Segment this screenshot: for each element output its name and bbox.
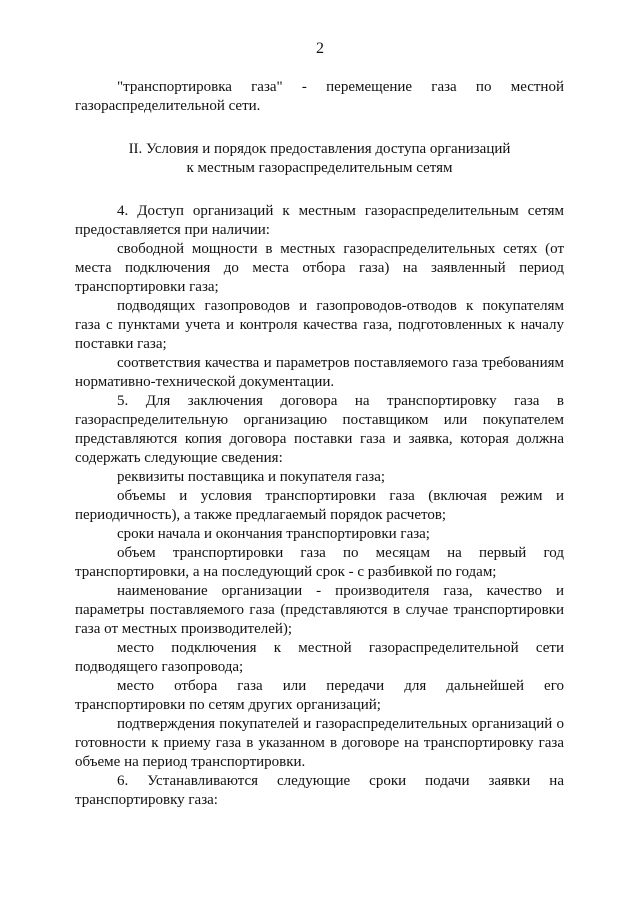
section-heading-line-1: II. Условия и порядок предоставления доступа организаций — [128, 141, 511, 157]
paragraph-item: сроки начала и окончания транспортировки газа; — [117, 526, 430, 542]
section-heading — [75, 140, 564, 178]
document-body — [75, 78, 564, 810]
paragraph-6: 6. Устанавливаются следующие сроки подачи заявки на транспортировку газа: — [75, 773, 564, 808]
paragraph-item: реквизиты поставщика и покупателя газа; — [117, 469, 386, 485]
paragraph-item: объем транспортировки газа по месяцам на первый год транспортировки, а на последующий срок - с разбивкой по годам; — [75, 545, 564, 580]
paragraph-item: объемы и условия транспортировки газа (включая режим и периодичность), а также предлагаемый порядок расчетов; — [75, 488, 564, 523]
paragraph-item: место отбора газа или передачи для дальнейшей его транспортировки по сетям других организаций; — [75, 678, 564, 713]
paragraph-4: 4. Доступ организаций к местным газораспределительным сетям предоставляется при наличии: — [75, 203, 564, 238]
paragraph-item: место подключения к местной газораспределительной сети подводящего газопровода; — [75, 640, 564, 675]
paragraph-item: наименование организации - производителя газа, качество и параметры поставляемого газа (представляются в случае транспортировки газа от местных производителей); — [75, 583, 564, 637]
page-number: 2 — [316, 40, 324, 57]
section-heading-line-2: к местным газораспределительным сетям — [186, 160, 453, 176]
paragraph-item: подтверждения покупателей и газораспределительных организаций о готовности к приему газа в указанном в договоре на транспортировку газа объеме на период транспортировки. — [75, 716, 564, 770]
paragraph-item: свободной мощности в местных газораспределительных сетях (от места подключения до места отбора газа) на заявленный период транспортировки газа; — [75, 241, 564, 295]
paragraph-item: подводящих газопроводов и газопроводов-отводов к покупателям газа с пунктами учета и контроля качества газа, подготовленных к началу поставки газа; — [75, 298, 564, 352]
paragraph-5: 5. Для заключения договора на транспортировку газа в газораспределительную организацию поставщиком или покупателем представляются копия договора поставки газа и заявка, которая должна содержать следующие сведения: — [75, 393, 564, 466]
definition-paragraph: "транспортировка газа" - перемещение газа по местной газораспределительной сети. — [75, 79, 564, 114]
paragraph-item: соответствия качества и параметров поставляемого газа требованиям нормативно-технической документации. — [75, 355, 564, 390]
